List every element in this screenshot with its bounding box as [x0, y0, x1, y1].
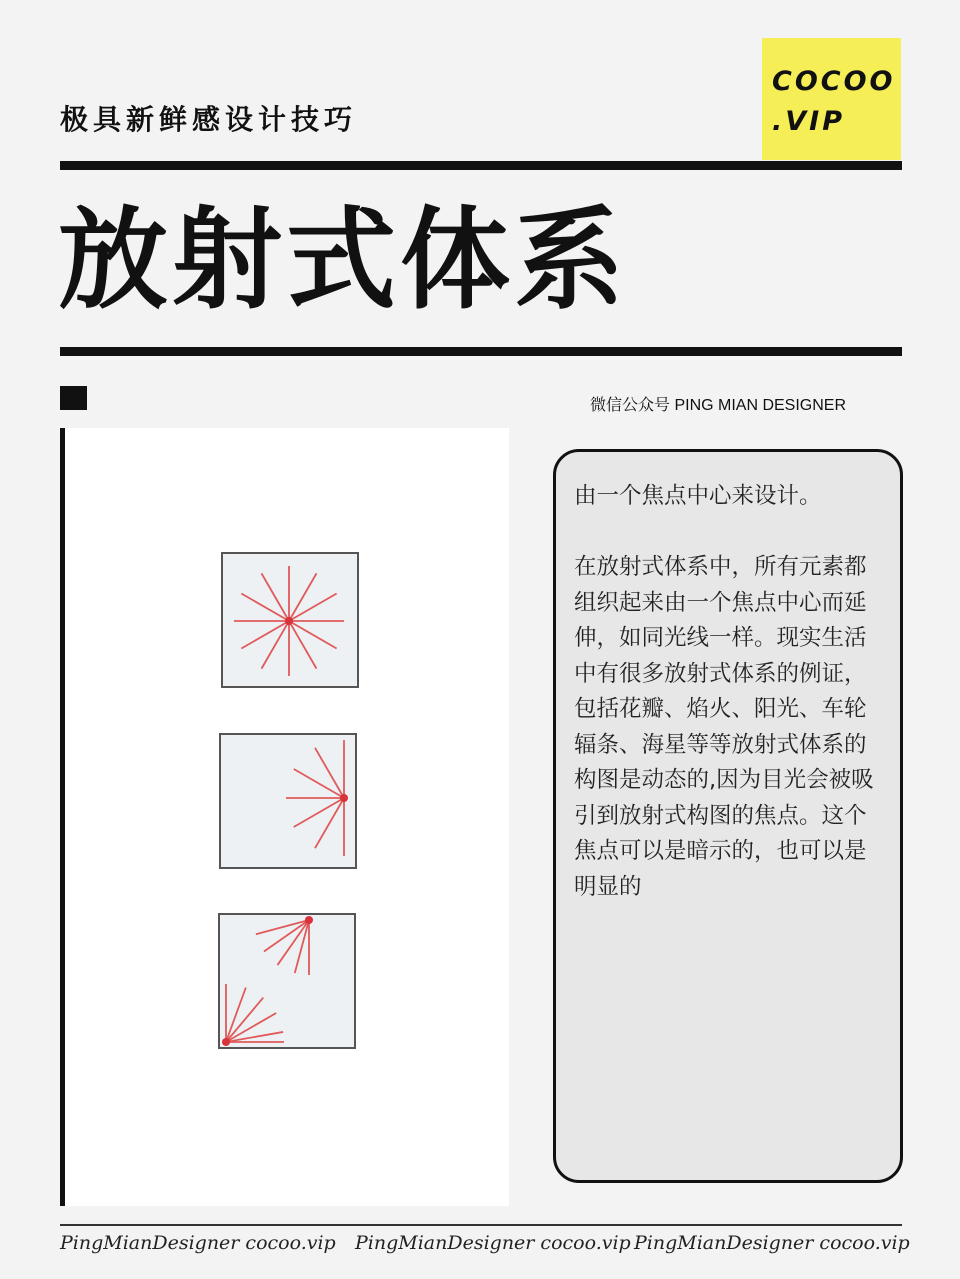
middle-divider	[60, 347, 902, 356]
footer-watermark-1: PingMianDesigner cocoo.vip	[60, 1232, 336, 1254]
subtitle: 极具新鲜感设计技巧	[60, 103, 358, 136]
focus-point	[285, 617, 293, 625]
footer-watermark-3: PingMianDesigner cocoo.vip	[634, 1232, 910, 1254]
illustration-frame	[219, 914, 355, 1048]
brand-line-2: .VIP	[772, 106, 845, 137]
card-body: 在放射式体系中，所有元素都组织起来由一个焦点中心而延伸，如同光线一样。现实生活中有很多放射式体系的例证，包括花瓣、焰火、阳光、车轮辐条、海星等等放射式体系的构图是动态的,因为目光会被吸引到放射式构图的焦点。这个焦点可以是暗示的，也可以是明显的	[574, 554, 874, 900]
illustration-panel	[65, 428, 509, 1206]
top-divider	[60, 161, 902, 170]
footer-watermark-2: PingMianDesigner cocoo.vip	[355, 1232, 631, 1254]
focus-point	[340, 794, 348, 802]
bottom-divider	[60, 1224, 902, 1226]
radial-multi-focus-box	[219, 914, 355, 1048]
source-label: 微信公众号 PING MIAN DESIGNER	[590, 397, 847, 414]
brand-line-1: COCOO	[772, 66, 896, 97]
focus-point	[222, 1038, 230, 1046]
radial-edge-box	[220, 734, 356, 868]
focus-point	[305, 916, 313, 924]
section-marker	[60, 386, 87, 410]
description-card	[553, 449, 903, 1183]
brand-logo[interactable]	[762, 38, 901, 160]
illustration-frame	[220, 734, 356, 868]
radial-illustration	[65, 428, 509, 1206]
page-title: 放射式体系	[58, 196, 628, 324]
card-lead: 由一个焦点中心来设计。	[574, 483, 822, 509]
radial-center-box	[222, 553, 358, 687]
